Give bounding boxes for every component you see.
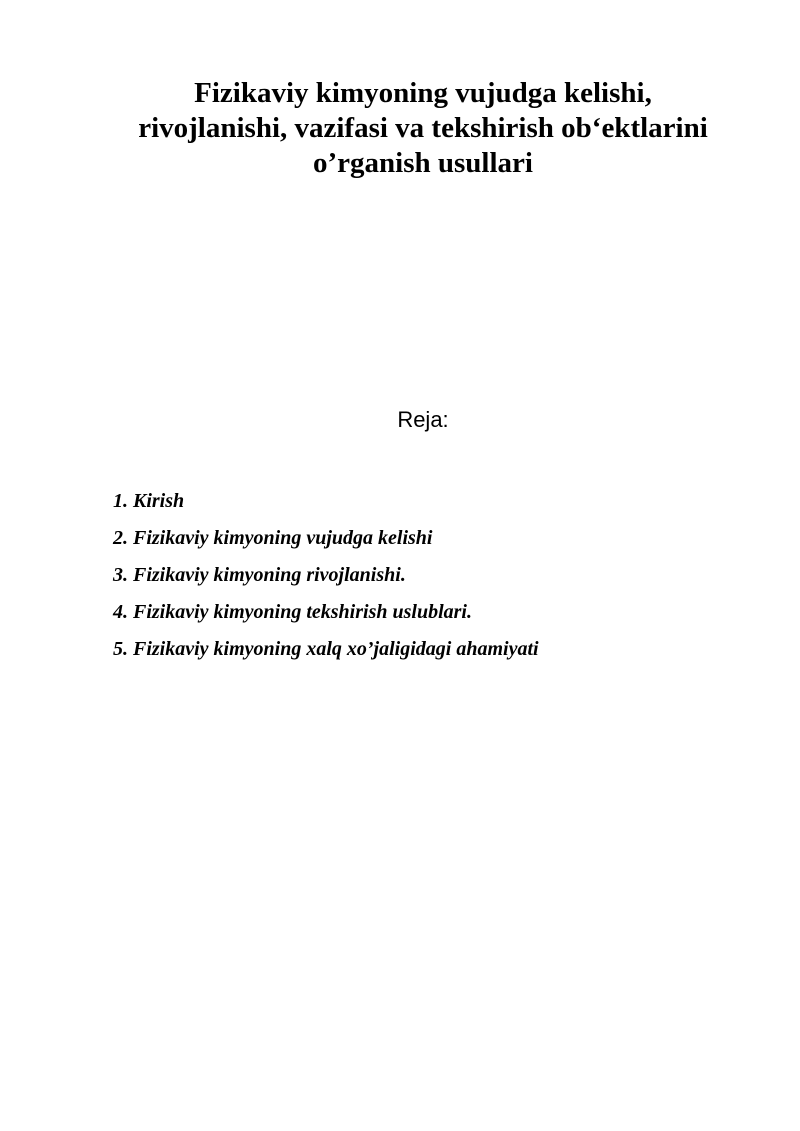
plan-item-economic-importance: 5. Fizikaviy kimyoning xalq xo’jaligidagi ahamiyati bbox=[113, 638, 539, 660]
plan-item-development: 3. Fizikaviy kimyoning rivojlanishi. bbox=[113, 564, 406, 586]
title-line: o’rganish usullari bbox=[313, 147, 533, 179]
plan-item-introduction: 1. Kirish bbox=[113, 490, 185, 512]
plan-list bbox=[113, 489, 539, 674]
page-title bbox=[100, 76, 746, 181]
plan-item-origin: 2. Fizikaviy kimyoning vujudga kelishi bbox=[113, 527, 433, 549]
title-line: Fizikaviy kimyoning vujudga kelishi, bbox=[194, 77, 652, 109]
plan-item-research-methods: 4. Fizikaviy kimyoning tekshirish uslublari. bbox=[113, 601, 472, 623]
plan-heading: Reja: bbox=[397, 407, 449, 432]
title-line: rivojlanishi, vazifasi va tekshirish ob‘ektlarini bbox=[138, 112, 708, 144]
